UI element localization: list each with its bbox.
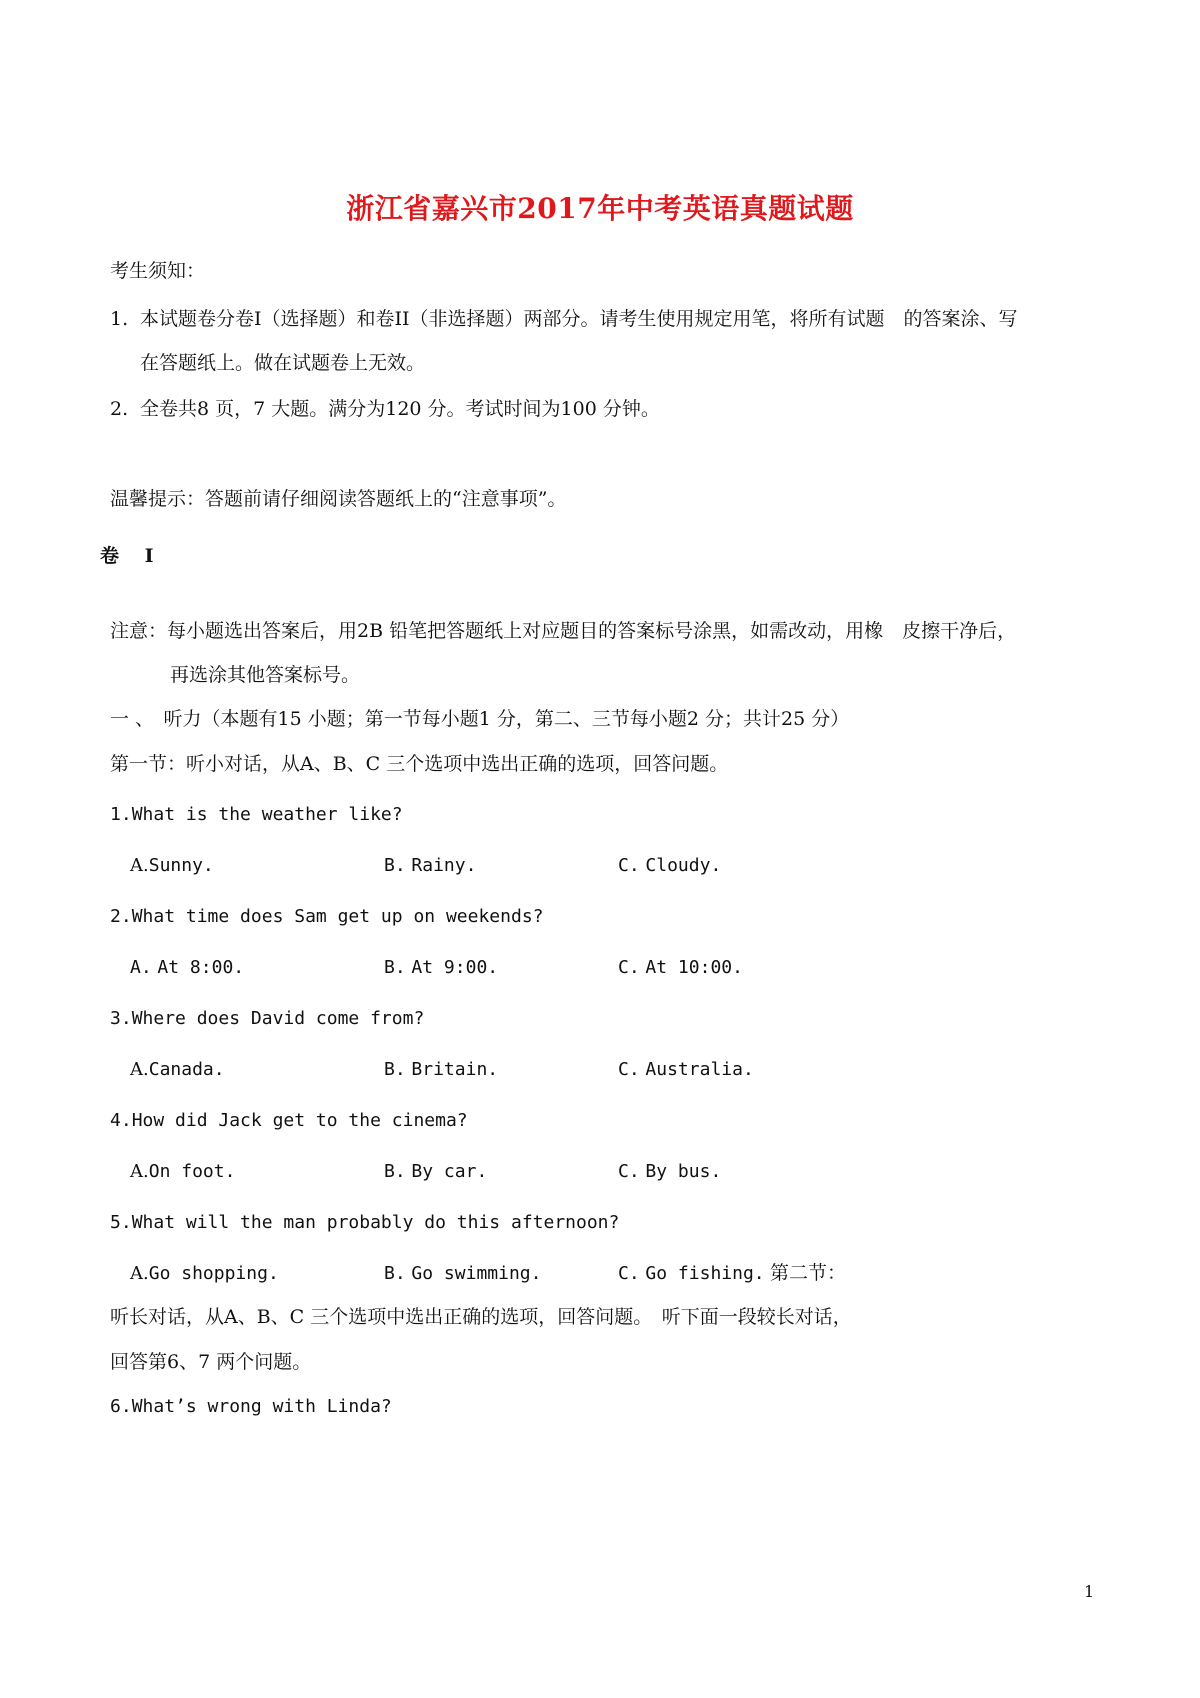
question-text: How did Jack get to the cinema?	[131, 1110, 468, 1131]
question-5-option-c	[618, 1265, 765, 1283]
option-letter: B.	[384, 1263, 406, 1284]
question-3-option-c	[618, 1061, 754, 1079]
option-letter: C.	[618, 1263, 640, 1284]
option-text: Cloudy.	[645, 855, 722, 876]
option-text: Britain.	[411, 1059, 499, 1080]
option-letter: A.	[130, 1263, 149, 1284]
question-number: 2.	[110, 906, 132, 927]
question-number: 4.	[110, 1110, 132, 1131]
option-text: At 10:00.	[645, 957, 743, 978]
option-letter: C.	[618, 1059, 640, 1080]
notice-item-1-line1: 本试题卷分卷I（选择题）和卷II（非选择题）两部分。请考生使用规定用笔，将所有试题 的答案涂、写	[140, 308, 1018, 330]
page-title: 浙江省嘉兴市2017年中考英语真题试题	[346, 192, 854, 225]
question-2	[110, 908, 544, 926]
question-4-option-a	[130, 1163, 235, 1181]
option-text: At 9:00.	[411, 957, 499, 978]
notice-item-1-line2: 在答题纸上。做在试题卷上无效。	[140, 352, 426, 374]
question-text: Where does David come from?	[131, 1008, 425, 1029]
notice-heading: 考生须知：	[110, 260, 206, 282]
option-text: Go shopping.	[148, 1263, 279, 1284]
option-text: By car.	[411, 1161, 488, 1182]
question-text: What’s wrong with Linda?	[131, 1396, 392, 1417]
option-text: Rainy.	[411, 855, 477, 876]
option-text: By bus.	[645, 1161, 722, 1182]
question-2-option-c	[618, 959, 743, 977]
question-text: What will the man probably do this afternoon?	[131, 1212, 620, 1233]
option-text: Go swimming.	[411, 1263, 542, 1284]
question-3	[110, 1010, 424, 1028]
question-3-option-a	[130, 1061, 225, 1079]
question-text: What time does Sam get up on weekends?	[131, 906, 544, 927]
option-letter: A.	[130, 855, 149, 876]
attention-line-2: 再选涂其他答案标号。	[170, 664, 361, 686]
section2-instruction-line-2: 回答第6、7 两个问题。	[110, 1351, 312, 1373]
option-text: At 8:00.	[157, 957, 245, 978]
notice-item-2-number: 2.	[110, 398, 129, 420]
section-title: 卷 I	[100, 545, 154, 567]
question-2-option-a	[130, 959, 244, 977]
tip-text: 温馨提示：答题前请仔细阅读答题纸上的“注意事项”。	[110, 488, 567, 510]
attention-line-1: 注意：每小题选出答案后，用2B 铅笔把答题纸上对应题目的答案标号涂黑，如需改动，用橡 皮擦干净后，	[110, 620, 1017, 642]
question-4-option-b	[384, 1163, 487, 1181]
option-letter: A.	[130, 1161, 149, 1182]
question-4-option-c	[618, 1163, 721, 1181]
question-3-option-b	[384, 1061, 498, 1079]
option-letter: A.	[130, 957, 152, 978]
option-letter: C.	[618, 1161, 640, 1182]
option-letter: B.	[384, 1059, 406, 1080]
part1-heading: 一 、 听力（本题有15 小题；第一节每小题1 分，第二、三节每小题2 分；共计25 分）	[110, 708, 850, 730]
option-letter: C.	[618, 855, 640, 876]
section1-instruction: 第一节：听小对话，从A、B、C 三个选项中选出正确的选项，回答问题。	[110, 753, 729, 775]
option-letter: B.	[384, 1161, 406, 1182]
option-letter: B.	[384, 855, 406, 876]
question-1	[110, 806, 403, 824]
question-number: 6.	[110, 1396, 132, 1417]
option-text: Australia.	[645, 1059, 754, 1080]
option-letter: C.	[618, 957, 640, 978]
question-1-option-a	[130, 857, 214, 875]
notice-item-2-line1: 全卷共8 页，7 大题。满分为120 分。考试时间为100 分钟。	[140, 398, 660, 420]
section2-instruction-line-1: 听长对话，从A、B、C 三个选项中选出正确的选项，回答问题。 听下面一段较长对话，	[110, 1306, 852, 1328]
question-1-option-b	[384, 857, 476, 875]
question-5	[110, 1214, 619, 1232]
question-5-option-b	[384, 1265, 541, 1283]
question-number: 3.	[110, 1008, 132, 1029]
question-number: 5.	[110, 1212, 132, 1233]
option-text: Canada.	[148, 1059, 225, 1080]
question-2-option-b	[384, 959, 498, 977]
question-5-option-a	[130, 1265, 279, 1283]
question-1-option-c	[618, 857, 721, 875]
section2-heading: 第二节：	[770, 1262, 847, 1284]
question-number: 1.	[110, 804, 132, 825]
option-text: Go fishing.	[645, 1263, 765, 1284]
page-number: 1	[1084, 1582, 1095, 1601]
question-6	[110, 1398, 392, 1416]
notice-item-1-number: 1.	[110, 308, 129, 330]
question-text: What is the weather like?	[131, 804, 403, 825]
option-text: Sunny.	[148, 855, 214, 876]
option-text: On foot.	[148, 1161, 236, 1182]
option-letter: A.	[130, 1059, 149, 1080]
option-letter: B.	[384, 957, 406, 978]
question-4	[110, 1112, 468, 1130]
